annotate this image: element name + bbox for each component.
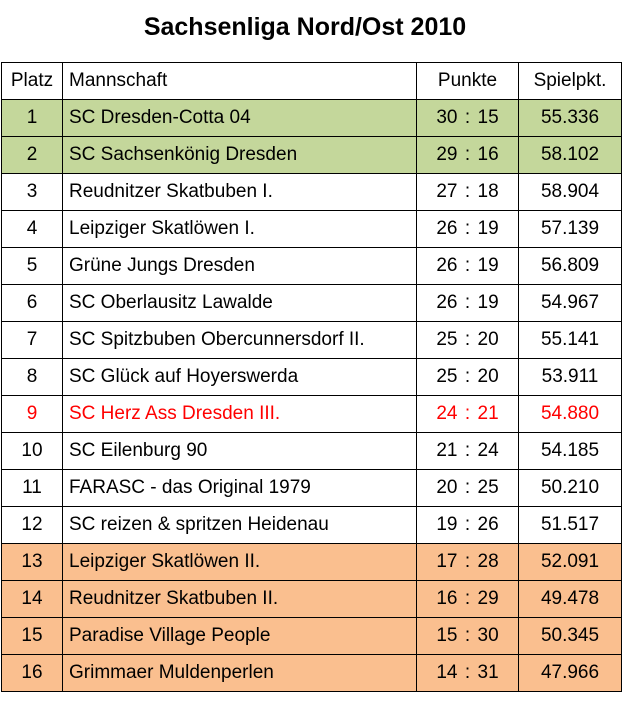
header-platz: Platz (2, 63, 63, 100)
punkte-plus: 19 (436, 514, 458, 535)
table-row (2, 211, 622, 248)
punkte-pair (422, 403, 514, 425)
punkte-separator: : (464, 329, 471, 350)
table-row (2, 137, 622, 174)
cell-platz: 9 (2, 396, 63, 433)
cell-punkte (417, 618, 519, 655)
cell-punkte (417, 174, 519, 211)
cell-punkte (417, 137, 519, 174)
header-team: Mannschaft (63, 63, 417, 100)
standings-body (2, 100, 622, 692)
cell-spielpkt: 49.478 (519, 581, 622, 618)
cell-spielpkt: 50.345 (519, 618, 622, 655)
punkte-pair (422, 514, 514, 536)
punkte-plus: 15 (436, 625, 458, 646)
cell-team: SC Spitzbuben Obercunnersdorf II. (63, 322, 417, 359)
cell-punkte (417, 470, 519, 507)
punkte-minus: 28 (477, 551, 499, 572)
table-row (2, 285, 622, 322)
cell-platz: 3 (2, 174, 63, 211)
punkte-plus: 30 (436, 107, 458, 128)
cell-platz: 14 (2, 581, 63, 618)
cell-punkte (417, 507, 519, 544)
cell-platz: 2 (2, 137, 63, 174)
punkte-minus: 19 (477, 218, 499, 239)
cell-spielpkt: 50.210 (519, 470, 622, 507)
punkte-pair (422, 144, 514, 166)
punkte-pair (422, 292, 514, 314)
cell-team: SC Eilenburg 90 (63, 433, 417, 470)
cell-spielpkt: 54.880 (519, 396, 622, 433)
punkte-plus: 25 (436, 329, 458, 350)
cell-spielpkt: 52.091 (519, 544, 622, 581)
punkte-separator: : (464, 218, 471, 239)
punkte-separator: : (464, 107, 471, 128)
cell-punkte (417, 285, 519, 322)
punkte-separator: : (464, 625, 471, 646)
punkte-minus: 24 (477, 440, 499, 461)
punkte-minus: 21 (477, 403, 499, 424)
cell-spielpkt: 56.809 (519, 248, 622, 285)
cell-team: SC Dresden-Cotta 04 (63, 100, 417, 137)
table-row (2, 507, 622, 544)
cell-punkte (417, 322, 519, 359)
punkte-plus: 21 (436, 440, 458, 461)
cell-platz: 12 (2, 507, 63, 544)
cell-spielpkt: 54.185 (519, 433, 622, 470)
punkte-plus: 24 (436, 403, 458, 424)
punkte-separator: : (464, 588, 471, 609)
cell-platz: 6 (2, 285, 63, 322)
cell-spielpkt: 58.102 (519, 137, 622, 174)
punkte-minus: 30 (477, 625, 499, 646)
table-row (2, 581, 622, 618)
cell-punkte (417, 359, 519, 396)
punkte-pair (422, 588, 514, 610)
punkte-minus: 31 (477, 662, 499, 683)
cell-punkte (417, 100, 519, 137)
cell-spielpkt: 57.139 (519, 211, 622, 248)
punkte-pair (422, 477, 514, 499)
cell-spielpkt: 58.904 (519, 174, 622, 211)
punkte-pair (422, 366, 514, 388)
cell-platz: 4 (2, 211, 63, 248)
punkte-separator: : (464, 440, 471, 461)
punkte-plus: 20 (436, 477, 458, 498)
cell-spielpkt: 47.966 (519, 655, 622, 692)
punkte-pair (422, 551, 514, 573)
punkte-minus: 18 (477, 181, 499, 202)
punkte-minus: 16 (477, 144, 499, 165)
punkte-minus: 19 (477, 255, 499, 276)
punkte-minus: 20 (477, 366, 499, 387)
table-row (2, 544, 622, 581)
table-row (2, 470, 622, 507)
cell-team: SC Oberlausitz Lawalde (63, 285, 417, 322)
punkte-separator: : (464, 514, 471, 535)
punkte-separator: : (464, 255, 471, 276)
punkte-minus: 25 (477, 477, 499, 498)
punkte-separator: : (464, 551, 471, 572)
punkte-minus: 26 (477, 514, 499, 535)
punkte-plus: 27 (436, 181, 458, 202)
punkte-separator: : (464, 477, 471, 498)
punkte-pair (422, 255, 514, 277)
cell-platz: 15 (2, 618, 63, 655)
header-spielpkt: Spielpkt. (519, 63, 622, 100)
cell-spielpkt: 55.336 (519, 100, 622, 137)
cell-punkte (417, 581, 519, 618)
cell-spielpkt: 51.517 (519, 507, 622, 544)
standings-table (1, 62, 622, 692)
table-row (2, 618, 622, 655)
cell-punkte (417, 248, 519, 285)
cell-team: Reudnitzer Skatbuben II. (63, 581, 417, 618)
punkte-minus: 20 (477, 329, 499, 350)
cell-platz: 11 (2, 470, 63, 507)
cell-platz: 8 (2, 359, 63, 396)
table-row (2, 322, 622, 359)
cell-platz: 13 (2, 544, 63, 581)
header-punkte: Punkte (417, 63, 519, 100)
punkte-pair (422, 440, 514, 462)
punkte-plus: 26 (436, 218, 458, 239)
punkte-minus: 19 (477, 292, 499, 313)
punkte-plus: 26 (436, 292, 458, 313)
cell-team: FARASC - das Original 1979 (63, 470, 417, 507)
cell-platz: 5 (2, 248, 63, 285)
punkte-pair (422, 329, 514, 351)
punkte-plus: 26 (436, 255, 458, 276)
cell-spielpkt: 53.911 (519, 359, 622, 396)
punkte-plus: 14 (436, 662, 458, 683)
table-row (2, 433, 622, 470)
cell-team: SC Glück auf Hoyerswerda (63, 359, 417, 396)
cell-punkte (417, 211, 519, 248)
punkte-plus: 16 (436, 588, 458, 609)
table-row (2, 396, 622, 433)
punkte-separator: : (464, 292, 471, 313)
cell-platz: 7 (2, 322, 63, 359)
punkte-plus: 25 (436, 366, 458, 387)
cell-platz: 1 (2, 100, 63, 137)
cell-punkte (417, 396, 519, 433)
table-row (2, 359, 622, 396)
cell-team: Paradise Village People (63, 618, 417, 655)
page-title: Sachsenliga Nord/Ost 2010 (143, 13, 467, 41)
table-row (2, 655, 622, 692)
cell-punkte (417, 544, 519, 581)
cell-platz: 16 (2, 655, 63, 692)
header-row (2, 63, 622, 100)
cell-team: Reudnitzer Skatbuben I. (63, 174, 417, 211)
punkte-separator: : (464, 662, 471, 683)
cell-spielpkt: 55.141 (519, 322, 622, 359)
punkte-separator: : (464, 403, 471, 424)
cell-team: Grimmaer Muldenperlen (63, 655, 417, 692)
punkte-minus: 29 (477, 588, 499, 609)
cell-team: Grüne Jungs Dresden (63, 248, 417, 285)
punkte-separator: : (464, 366, 471, 387)
table-row (2, 174, 622, 211)
punkte-pair (422, 625, 514, 647)
table-row (2, 100, 622, 137)
cell-team: SC Herz Ass Dresden III. (63, 396, 417, 433)
cell-team: Leipziger Skatlöwen I. (63, 211, 417, 248)
punkte-plus: 17 (436, 551, 458, 572)
cell-spielpkt: 54.967 (519, 285, 622, 322)
cell-punkte (417, 655, 519, 692)
punkte-plus: 29 (436, 144, 458, 165)
punkte-minus: 15 (477, 107, 499, 128)
punkte-pair (422, 107, 514, 129)
punkte-separator: : (464, 181, 471, 202)
punkte-separator: : (464, 144, 471, 165)
punkte-pair (422, 662, 514, 684)
cell-team: SC reizen & spritzen Heidenau (63, 507, 417, 544)
cell-punkte (417, 433, 519, 470)
table-row (2, 248, 622, 285)
punkte-pair (422, 181, 514, 203)
punkte-pair (422, 218, 514, 240)
cell-team: Leipziger Skatlöwen II. (63, 544, 417, 581)
cell-platz: 10 (2, 433, 63, 470)
cell-team: SC Sachsenkönig Dresden (63, 137, 417, 174)
